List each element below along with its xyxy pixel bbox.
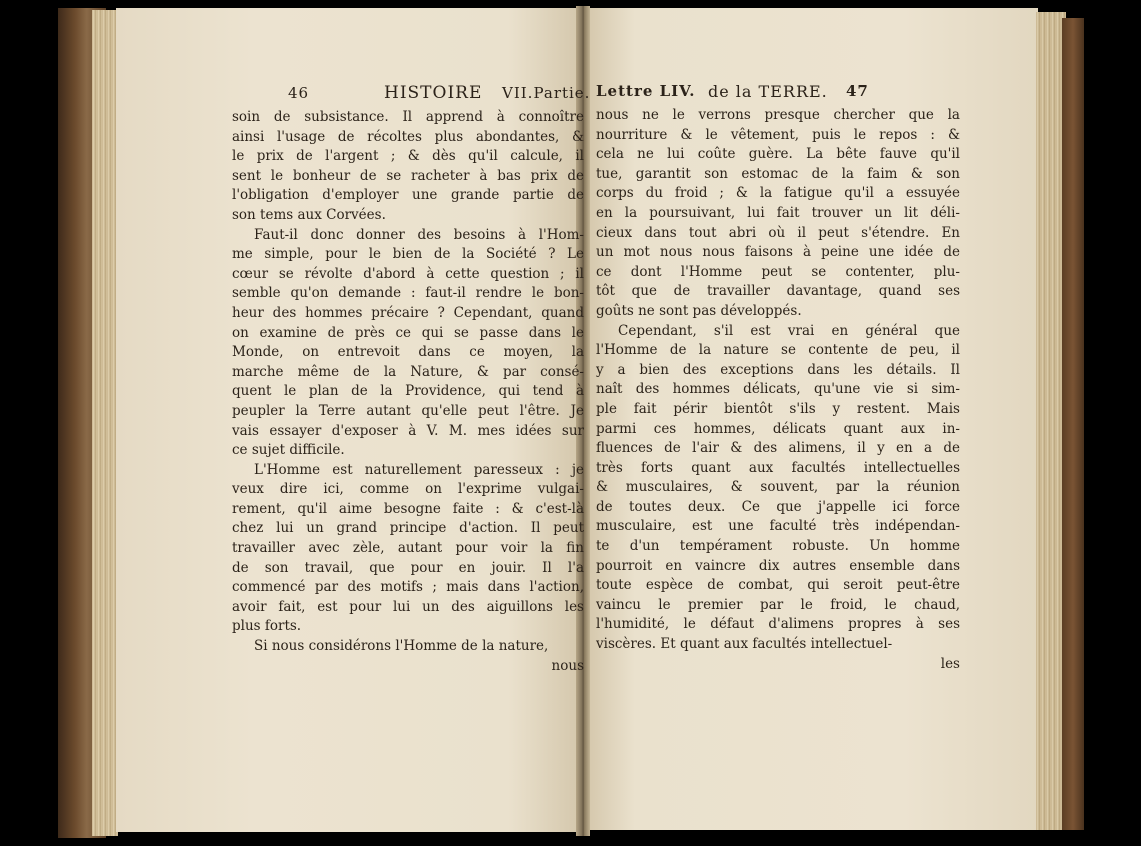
text-line: heur des hommes précaire ? Cependant, quand	[232, 304, 584, 321]
text-line: musculaire, est une faculté très indépendan-	[596, 518, 960, 535]
left-page-text	[232, 82, 591, 676]
text-line: de toutes deux. Ce que j'appelle ici force	[596, 498, 960, 515]
text-line: parmi ces hommes, délicats quant aux in-	[596, 420, 960, 437]
text-line: me simple, pour le bien de la Société ? Le	[232, 246, 584, 263]
text-line: veux dire ici, comme on l'exprime vulgai-	[232, 481, 584, 498]
left-page-header	[232, 82, 591, 108]
text-line: cœur se révolte d'abord à cette question ; il	[232, 265, 584, 282]
text-line: peupler la Terre autant qu'elle peut l'être. Je	[232, 402, 584, 419]
letter-label: Lettre LIV.	[596, 82, 696, 100]
text-line: L'Homme est naturellement paresseux : je	[254, 461, 584, 478]
text-line: ce dont l'Homme peut se contenter, plu-	[596, 263, 960, 280]
text-line: toute espèce de combat, qui seroit peut-être	[596, 577, 960, 594]
text-line: semble qu'on demande : faut-il rendre le bon-	[232, 285, 584, 302]
text-line: pourroit en vaincre dix autres ensemble dans	[596, 557, 960, 574]
text-line: Faut-il donc donner des besoins à l'Hom-	[254, 226, 584, 243]
right-page-number: 47	[846, 82, 869, 100]
text-line: y a bien des exceptions dans les détails. Il	[596, 361, 960, 378]
text-line: commencé par des motifs ; mais dans l'action,	[232, 579, 584, 596]
text-line: tôt que de travailler davantage, quand ses	[596, 283, 960, 300]
text-line: nous ne le verrons presque chercher que la	[596, 107, 960, 123]
text-line: en la poursuivant, lui fait trouver un lit déli-	[596, 204, 960, 221]
text-line: Si nous considérons l'Homme de la nature,	[254, 638, 549, 655]
right-page-header	[596, 80, 960, 106]
text-line: cela ne lui coûte guère. La bête fauve qu'il	[596, 146, 960, 163]
part-label: VII.Partie.	[502, 84, 591, 102]
text-line: sent le bonheur de se racheter à bas prix de	[232, 167, 584, 184]
left-page-edges	[92, 10, 118, 836]
text-line: rement, qu'il aime besogne faite : & c'est-là	[232, 500, 584, 517]
text-line: chez lui un grand principe d'action. Il peut	[232, 520, 584, 537]
text-line: de son travail, que pour en jouir. Il l'a	[232, 559, 584, 576]
text-line: travailler avec zèle, autant pour voir la fin	[232, 540, 584, 557]
text-line: un mot nous nous faisons à peine une idée de	[596, 244, 960, 261]
text-line: son tems aux Corvées.	[232, 206, 386, 223]
right-page-body	[596, 106, 960, 655]
left-page-body	[232, 108, 584, 657]
text-line: plus forts.	[232, 618, 302, 635]
text-line: ple fait périr bientôt s'ils y restent. Mais	[596, 400, 960, 417]
text-line: l'humidité, le défaut d'alimens propres à ses	[596, 616, 960, 633]
running-title: de la TERRE.	[708, 82, 828, 101]
text-line: l'Homme de la nature se contente de peu, il	[596, 342, 960, 359]
text-line: vais essayer d'exposer à V. M. mes idées sur	[232, 422, 584, 439]
text-line: viscères. Et quant aux facultés intellectuel-	[596, 636, 893, 653]
text-line: très forts quant aux facultés intellectuelles	[596, 459, 960, 476]
text-line: fluences de l'air & des alimens, il y en a de	[596, 440, 960, 457]
text-line: cieux dans tout abri où il peut s'étendre. En	[596, 224, 960, 241]
text-line: corps du froid ; & la fatigue qu'il a essuyée	[596, 185, 960, 202]
text-line: & musculaires, & souvent, par la réunion	[596, 479, 960, 496]
text-line: tue, garantit son estomac de la faim & son	[596, 165, 960, 182]
text-line: ainsi l'usage de récoltes plus abondantes, &	[232, 128, 584, 145]
text-line: soin de subsistance. Il apprend à connoître	[232, 109, 584, 125]
text-line: naît des hommes délicats, qu'une vie si sim-	[596, 381, 960, 398]
text-line: ce sujet difficile.	[232, 442, 345, 459]
text-line: marche même de la Nature, & par consé-	[232, 363, 584, 380]
text-line: goûts ne sont pas développés.	[596, 302, 802, 319]
text-line: nourriture & le vêtement, puis le repos : &	[596, 126, 960, 143]
text-line: te d'un tempérament robuste. Un homme	[596, 538, 960, 555]
right-page-text	[596, 80, 960, 674]
left-page-number: 46	[288, 84, 310, 102]
text-line: le prix de l'argent ; & dès qu'il calcule, il	[232, 148, 584, 165]
text-line: Cependant, s'il est vrai en général que	[618, 322, 960, 339]
running-title: HISTOIRE	[384, 83, 483, 103]
text-line: avoir fait, est pour lui un des aiguillons les	[232, 598, 584, 615]
text-line: quent le plan de la Providence, qui tend à	[232, 383, 584, 400]
text-line: l'obligation d'employer une grande partie de	[232, 187, 584, 204]
left-catchword: nous	[551, 657, 584, 674]
right-cover	[1062, 18, 1084, 830]
right-catchword: les	[940, 655, 960, 672]
text-line: on examine de près ce qui se passe dans le	[232, 324, 584, 341]
text-line: Monde, on entrevoit dans ce moyen, la	[232, 344, 584, 361]
text-line: vaincu le premier par le froid, le chaud,	[596, 596, 960, 613]
